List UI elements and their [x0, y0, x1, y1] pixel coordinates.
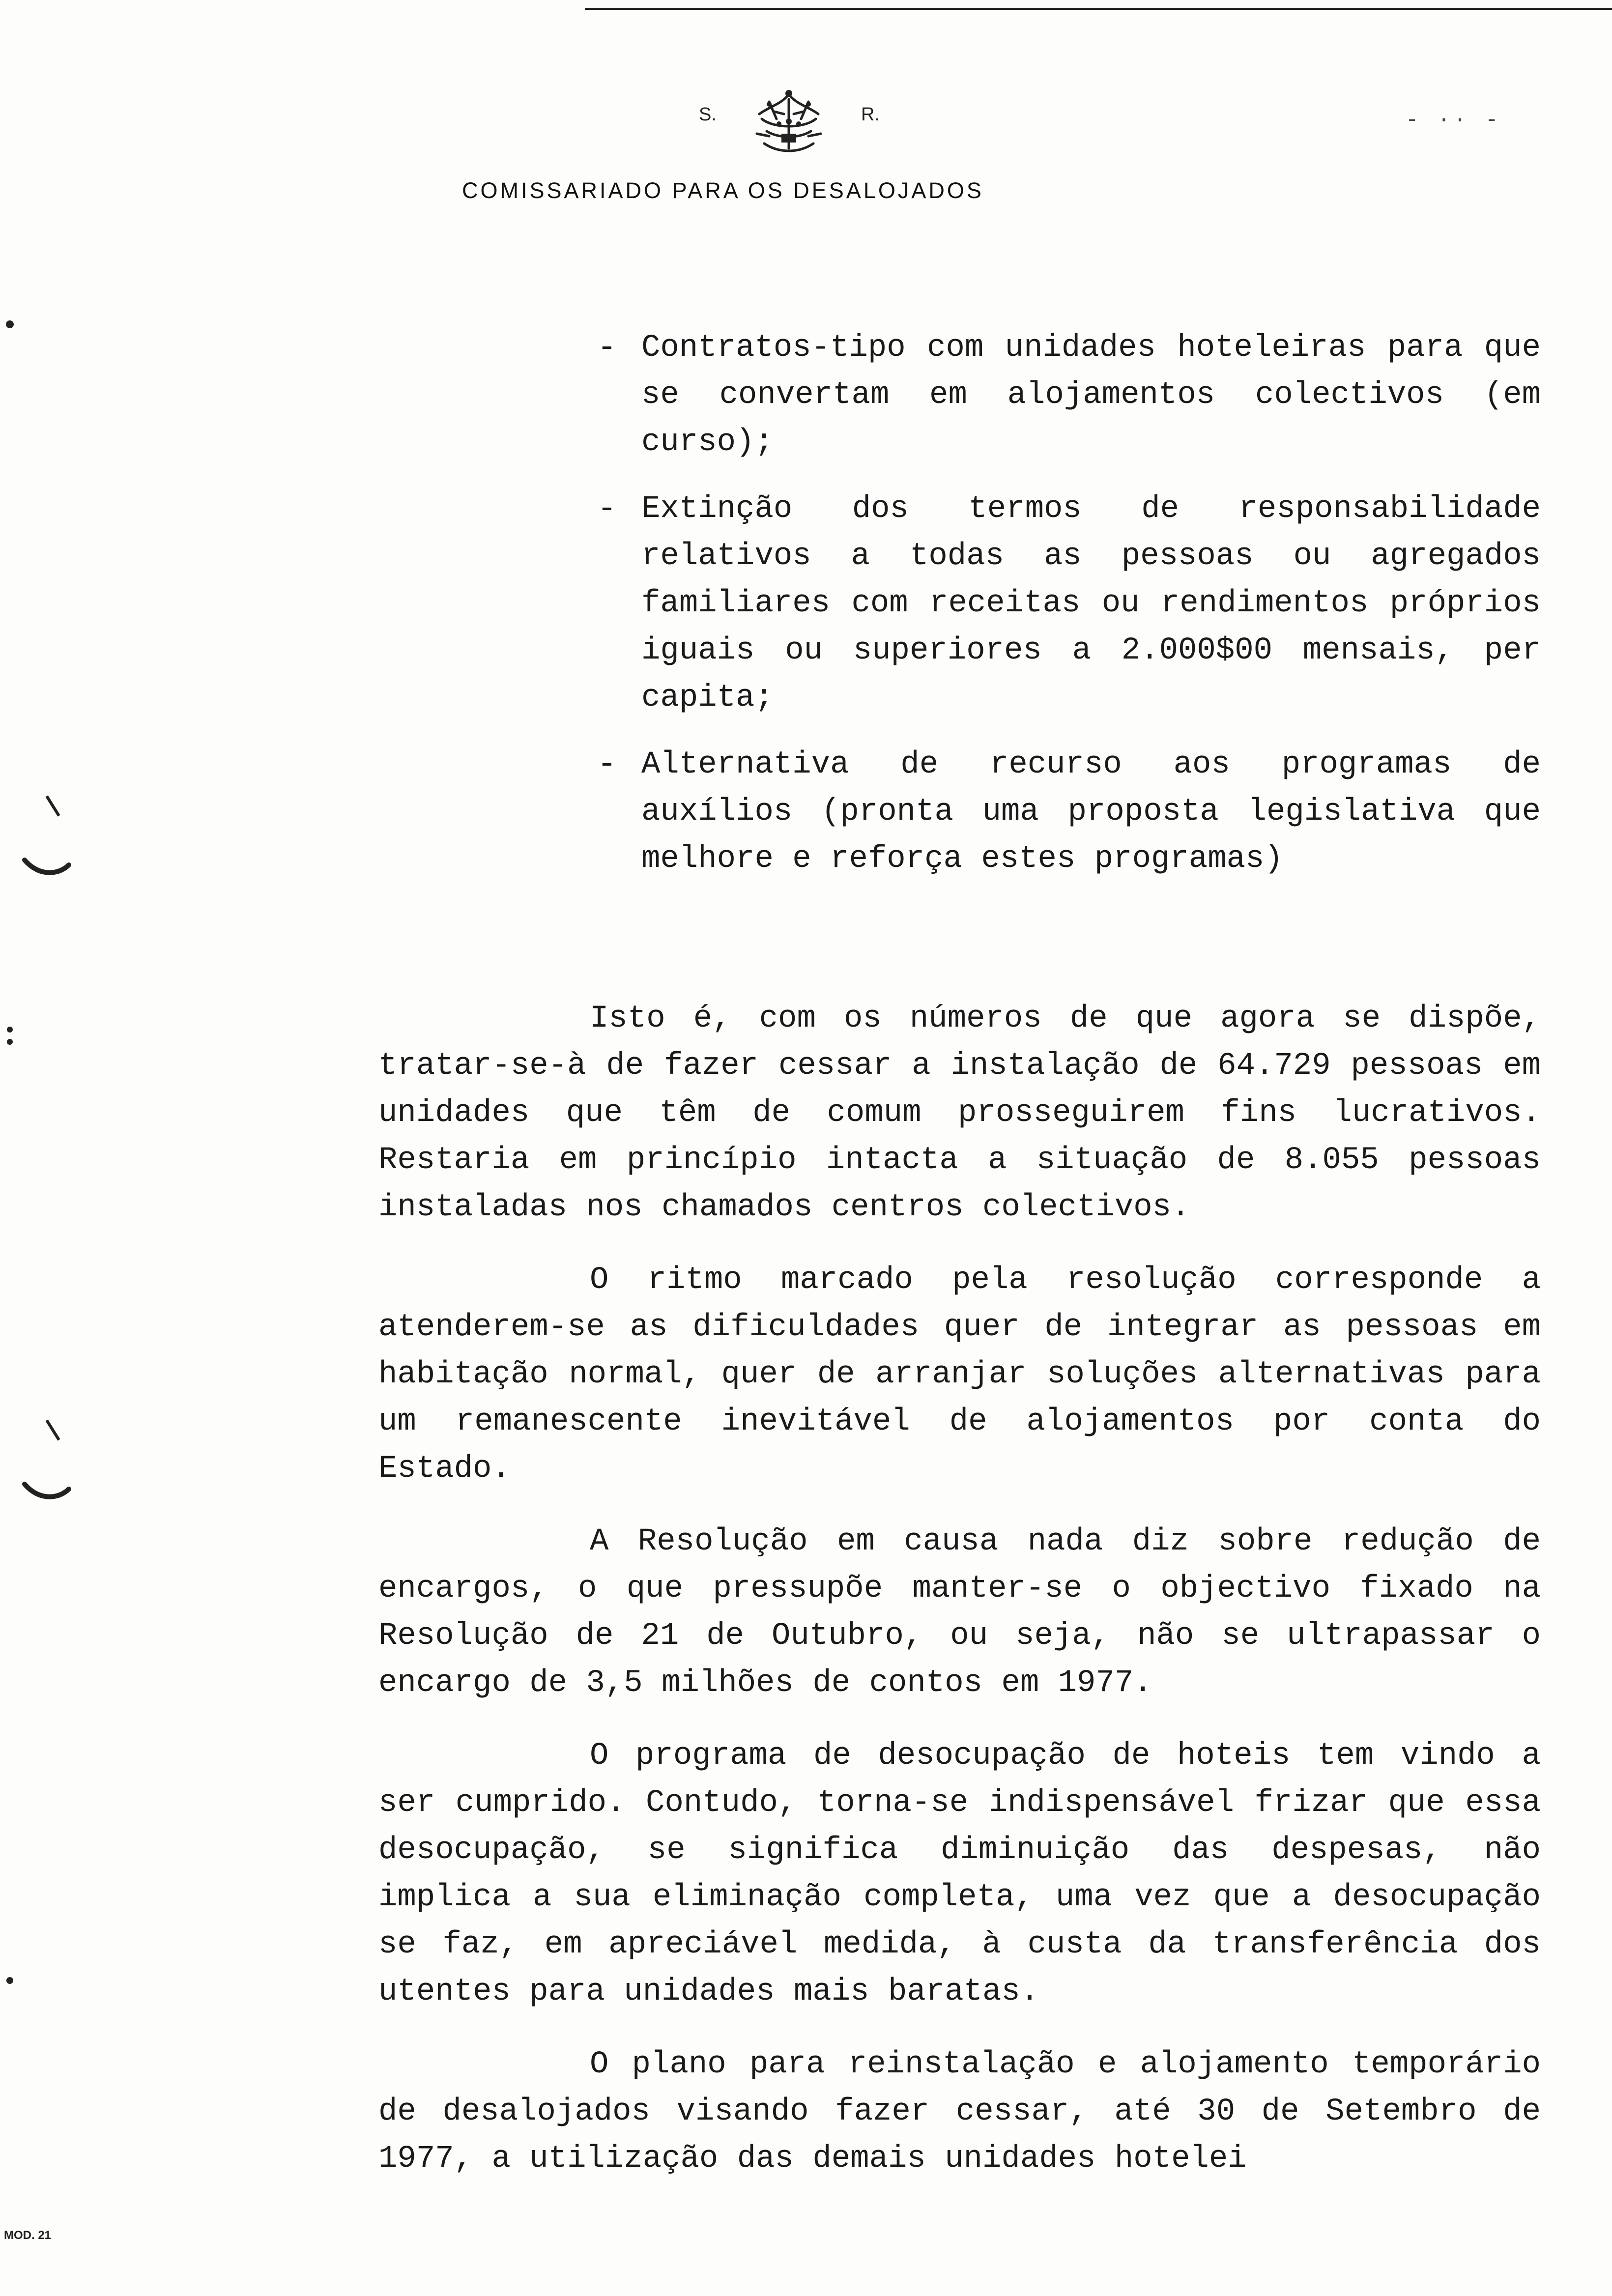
- bullet-list: [597, 324, 1560, 902]
- bullet-item: [597, 324, 1560, 466]
- margin-dot-icon: [0, 315, 20, 334]
- bullet-dash: -: [597, 746, 617, 783]
- body-paragraph: O ritmo marcado pela resolução corresponde a atenderem-se as dificuldades quer de integrar as pessoas em habitação normal, quer de arranjar soluções alternativas para um remanescente inevitável de alojamentos por conta do Estado.: [378, 1263, 1560, 1487]
- bullet-dash: -: [597, 490, 617, 527]
- document-body: [378, 995, 1560, 2208]
- body-paragraph: Isto é, com os números de que agora se dispõe, tratar-se-à de fazer cessar a instalação de 64.729 pessoas em unidades que têm de comum prosseguirem fins lucrativos. Restaria em princípio intacta a situação de 8.055 pessoas instaladas nos chamados centros colectivos.: [378, 1001, 1560, 1225]
- bullet-text: Alternativa de recurso aos programas de auxílios (pronta uma proposta legislativa que melhore e reforça estes programas): [641, 747, 1560, 877]
- bullet-item: [597, 741, 1560, 883]
- bullet-dash: -: [597, 329, 617, 366]
- letterhead-letter-r: R.: [861, 104, 880, 125]
- body-paragraph: O plano para reinstalação e alojamento temporário de desalojados visando fazer cessar, até 30 de Setembro de 1977, a utilização das demais unidades hotelei: [378, 2047, 1560, 2177]
- margin-dot-icon: [0, 1971, 20, 1990]
- bullet-text: Contratos-tipo com unidades hoteleiras para que se convertam em alojamentos colectivos (em curso);: [641, 330, 1560, 460]
- bullet-text: Extinção dos termos de responsabilidade relativos a todas as pessoas ou agregados familiares com receitas ou rendimentos próprios iguais ou superiores a 2.000$00 mensais, per capita;: [641, 491, 1560, 716]
- punch-hole-mark-icon: [0, 1410, 79, 1509]
- form-code: MOD. 21: [4, 2229, 52, 2242]
- letterhead: [0, 74, 1612, 221]
- organization-name: COMISSARIADO PARA OS DESALOJADOS: [462, 178, 984, 203]
- page-number: - ·· -: [1406, 108, 1501, 133]
- punch-hole-mark-icon: [0, 786, 79, 885]
- bullet-item: [597, 486, 1560, 721]
- top-rule: [585, 8, 1612, 10]
- letterhead-letter-s: S.: [699, 104, 717, 125]
- margin-dot-icon: [0, 1022, 20, 1052]
- body-paragraph: O programa de desocupação de hoteis tem vindo a ser cumprido. Contudo, torna-se indispensável frizar que essa desocupação, se significa diminuição das despesas, não implica a sua eliminação completa, uma vez que a desocupação se faz, em apreciável medida, à custa da transferência dos utentes para unidades mais baratas.: [378, 1738, 1560, 2009]
- coat-of-arms-icon: [740, 85, 838, 163]
- body-paragraph: A Resolução em causa nada diz sobre redução de encargos, o que pressupõe manter-se o objectivo fixado na Resolução de 21 de Outubro, ou seja, não se ultrapassar o encargo de 3,5 milhões de contos em 1977.: [378, 1524, 1560, 1701]
